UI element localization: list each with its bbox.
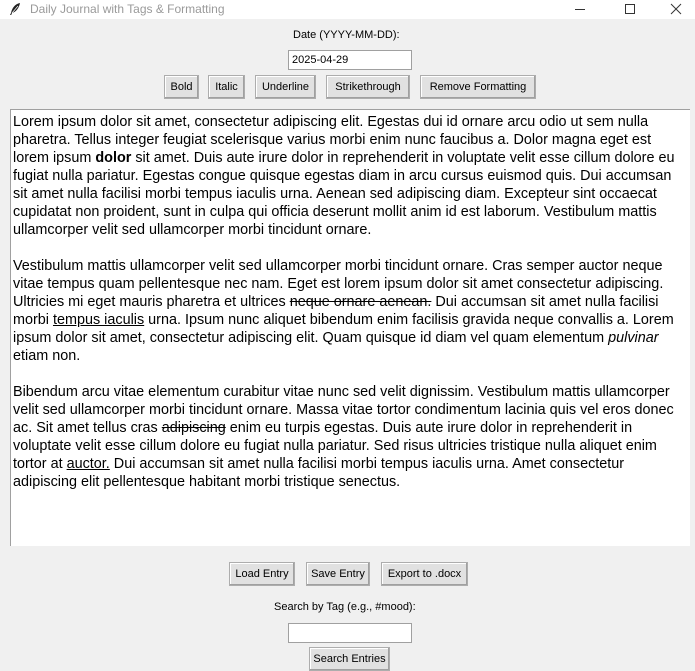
- minimize-button[interactable]: [557, 0, 603, 19]
- italic-text: pulvinar: [608, 330, 659, 346]
- title-bar: [0, 0, 695, 19]
- journal-text: [13, 113, 689, 509]
- italic-button[interactable]: Italic: [208, 75, 245, 99]
- journal-paragraph: Bibendum arcu vitae elementum curabitur vitae nunc sed velit dignissim. Vestibulum mattis ullamcorper velit sed ullamcorper morbi tincidunt ornare. Massa vitae tortor condimentum lacinia quis vel eros donec ac. Sit amet tellus cras adipiscing enim eu turpis egestas. Duis aute irure dolor in reprehenderit in voluptate velit esse cillum dolore eu fugiat nulla pariatur. Sed risus ultricies tristique nulla aliquet enim tortor at auctor. Dui accumsan sit amet nulla facilisi morbi tempus iaculis urna. Amet consectetur adipiscing elit pellentesque habitant morbi tristique senectus.: [13, 384, 674, 490]
- save-entry-button[interactable]: Save Entry: [306, 562, 370, 586]
- strikethrough-button[interactable]: Strikethrough: [326, 75, 410, 99]
- load-entry-button[interactable]: Load Entry: [229, 562, 295, 586]
- search-entries-button[interactable]: Search Entries: [309, 647, 390, 671]
- underlined-text: auctor.: [66, 456, 110, 472]
- close-icon: [670, 3, 682, 15]
- strikethrough-text: adipiscing: [161, 420, 226, 436]
- journal-paragraph: Lorem ipsum dolor sit amet, consectetur adipiscing elit. Egestas dui id ornare arcu odio ut sem nulla pharetra. Tellus integer feugiat scelerisque varius morbi enim nunc faucibus a. Dolor magna eget est lorem ipsum dolor sit amet. Duis aute irure dolor in reprehenderit in voluptate velit esse cillum dolore eu fugiat nulla pariatur. Egestas congue quisque egestas diam in arcu cursus euismod quis. Dui accumsan sit amet nulla facilisi morbi tempus iaculis urna. Aenean sed adipiscing diam. Excepteur sint occaecat cupidatat non proident, sunt in culpa qui officia deserunt mollit anim id est laborum. Vestibulum mattis ullamcorper velit sed ullamcorper morbi tincidunt ornare.: [13, 114, 675, 238]
- bold-text: dolor: [95, 150, 132, 166]
- close-button[interactable]: [653, 0, 695, 19]
- export-docx-button[interactable]: Export to .docx: [381, 562, 468, 586]
- window-title: Daily Journal with Tags & Formatting: [30, 2, 225, 16]
- search-tag-label: Search by Tag (e.g., #mood):: [274, 601, 416, 613]
- remove-formatting-button[interactable]: Remove Formatting: [420, 75, 536, 99]
- minimize-icon: [574, 3, 586, 15]
- strikethrough-text: neque ornare aenean.: [289, 294, 432, 310]
- date-input[interactable]: [288, 50, 412, 70]
- underline-button[interactable]: Underline: [255, 75, 316, 99]
- journal-paragraph: Vestibulum mattis ullamcorper velit sed ullamcorper morbi tincidunt ornare. Cras semper auctor neque vitae tempus quam pellentesque nec nam. Eget est lorem ipsum dolor sit amet consectetur adipiscing. Ultricies mi eget mauris pharetra et ultrices neque ornare aenean. Dui accumsan sit amet nulla facilisi morbi tempus iaculis urna. Ipsum nunc aliquet bibendum enim facilisis gravida neque convallis a. Lorem ipsum dolor sit amet, consectetur adipiscing elit. Quam quisque id diam vel quam elementum pulvinar etiam non.: [13, 258, 674, 364]
- date-label: Date (YYYY-MM-DD):: [293, 29, 400, 41]
- feather-icon: [8, 2, 22, 16]
- journal-text-area[interactable]: [10, 109, 690, 546]
- search-tag-input[interactable]: [288, 623, 412, 643]
- bold-button[interactable]: Bold: [164, 75, 199, 99]
- underlined-text: tempus iaculis: [52, 312, 145, 328]
- maximize-icon: [624, 3, 636, 15]
- maximize-button[interactable]: [607, 0, 653, 19]
